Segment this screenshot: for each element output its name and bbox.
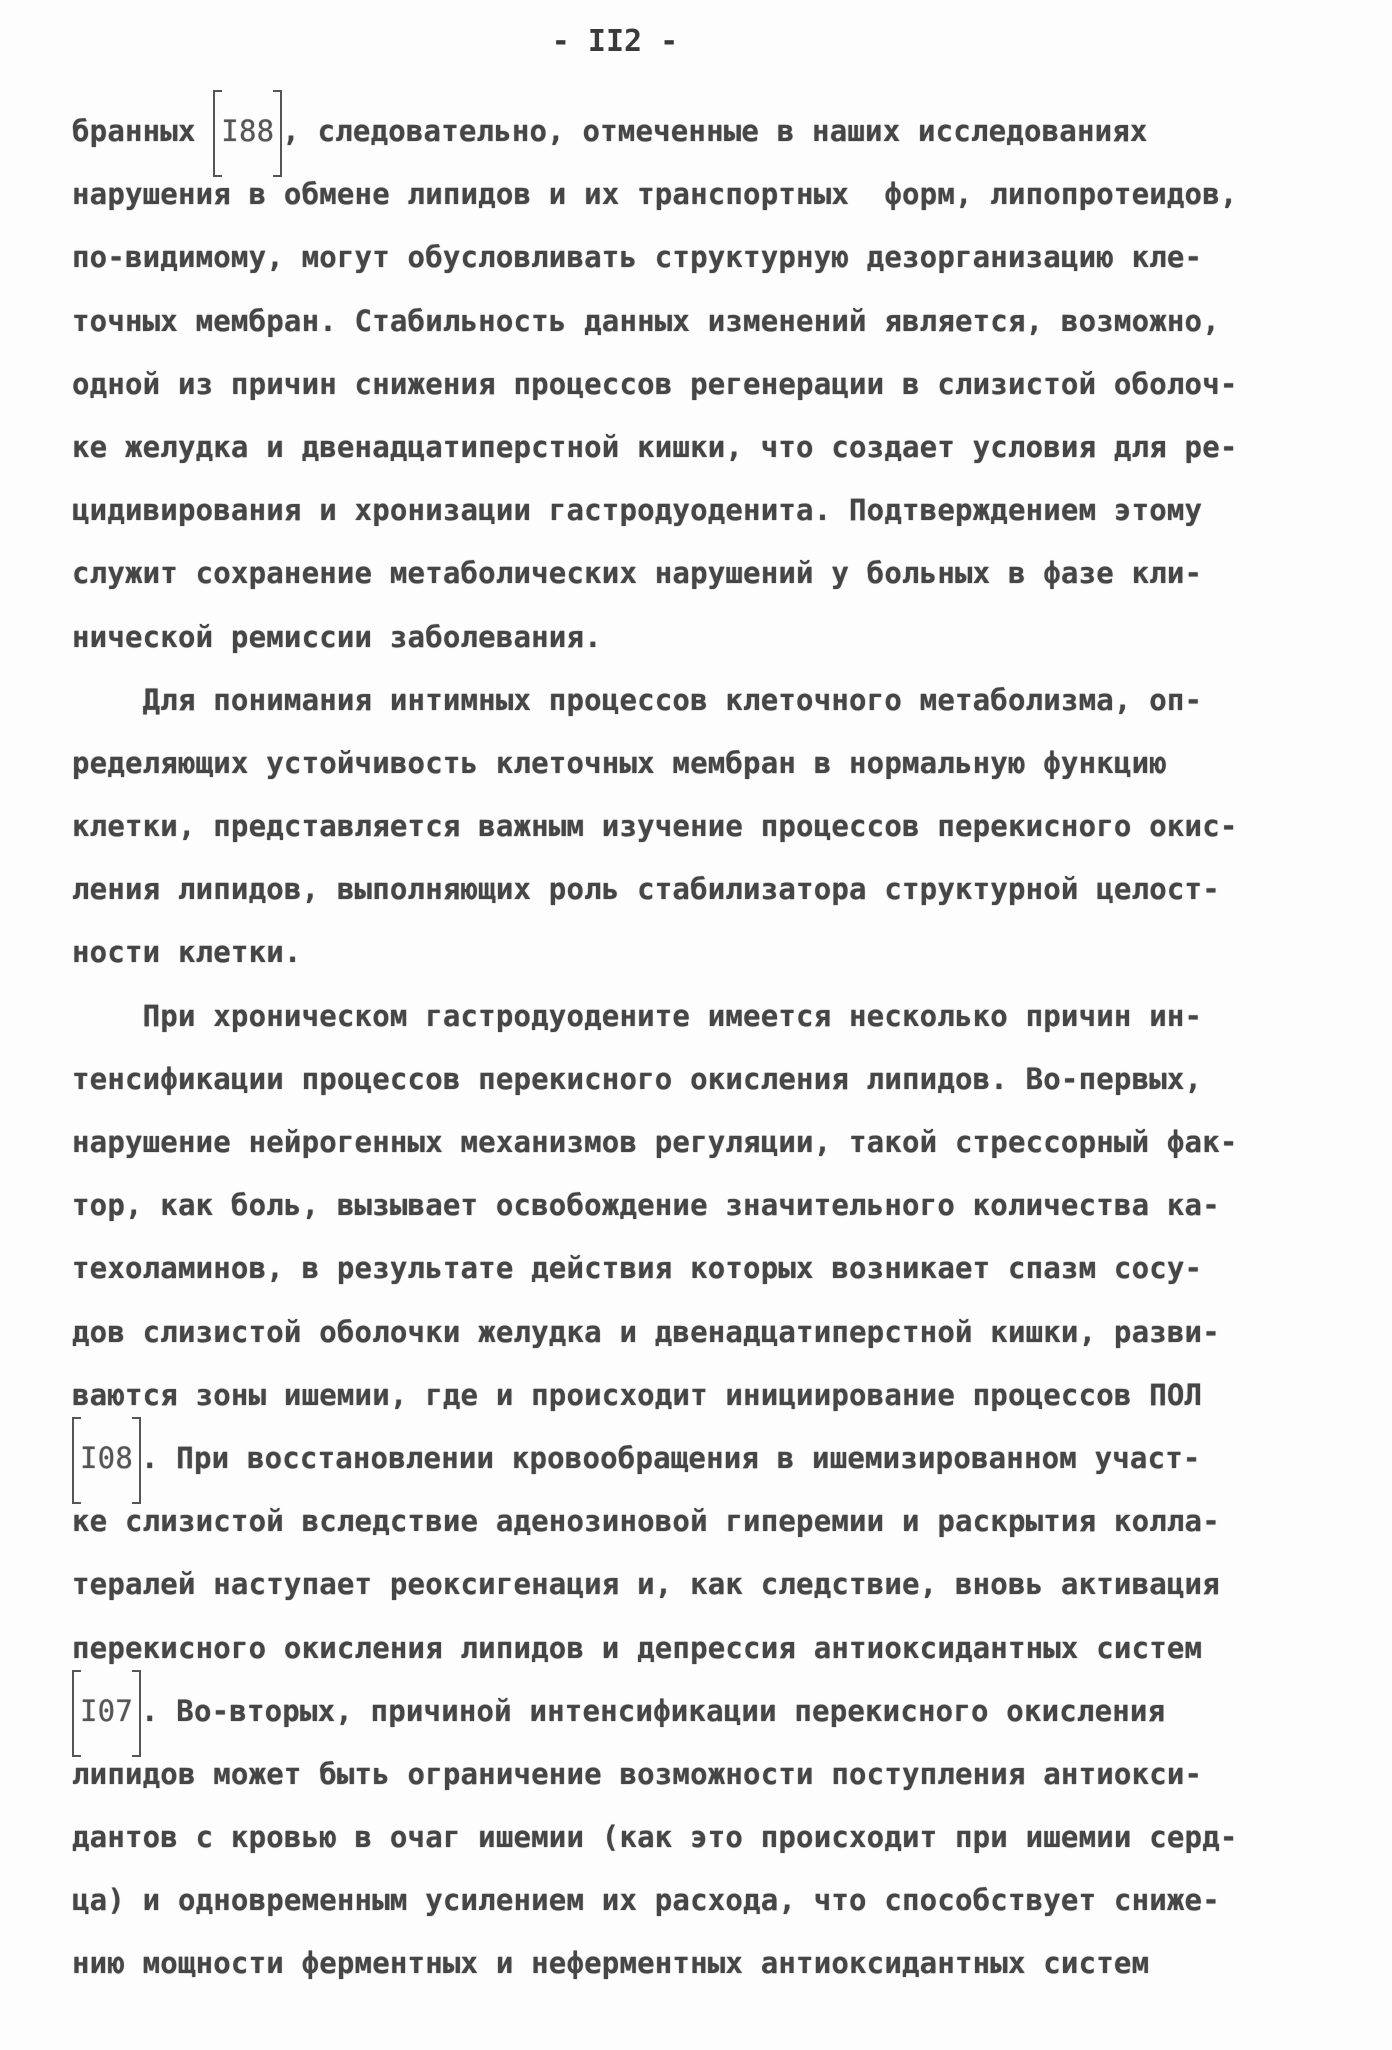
text-line: по-видимому, могут обусловливать структурную дезорганизацию кле- <box>72 240 1203 275</box>
text-line: тор, как боль, вызывает освобождение значительного количества ка- <box>72 1188 1220 1223</box>
citation-ref: I08 <box>72 1427 141 1490</box>
text-line: ке слизистой вследствие аденозиновой гиперемии и раскрытия колла- <box>72 1504 1220 1539</box>
page-number: - II2 - <box>551 24 679 59</box>
text-line: точных мембран. Стабильность данных изменений является, возможно, <box>72 303 1220 338</box>
text-line: При хроническом гастродуодените имеется несколько причин ин- <box>72 998 1203 1033</box>
text-line: нарушение нейрогенных механизмов регуляции, такой стрессорный фак- <box>72 1125 1238 1159</box>
citation-ref: I07 <box>72 1680 141 1743</box>
body-text <box>72 100 1322 1996</box>
text-line: служит сохранение метаболических нарушений у больных в фазе кли- <box>72 556 1203 591</box>
text-line: техоламинов, в результате действия которых возникает спазм сосу- <box>72 1251 1203 1286</box>
text-line <box>72 100 1322 163</box>
text-segment: . Во-вторых, причиной интенсификации перекисного окисления <box>140 1693 1166 1728</box>
text-line: ления липидов, выполняющих роль стабилизатора структурной целост- <box>72 872 1220 907</box>
text-line: одной из причин снижения процессов регенерации в слизистой оболоч- <box>72 366 1238 401</box>
text-line <box>72 1427 1322 1490</box>
text-line <box>72 1680 1322 1743</box>
citation-ref: I88 <box>213 100 282 163</box>
text-segment: , следовательно, отмеченные в наших исследованиях <box>282 114 1148 148</box>
text-segment: . При восстановлении кровообращения в ишемизированном участ- <box>140 1440 1201 1475</box>
text-line: ности клетки. <box>72 935 302 970</box>
text-line: нической ремиссии заболевания. <box>72 619 602 654</box>
text-segment: бранных <box>72 114 214 148</box>
text-line: перекисного окисления липидов и депрессия антиоксидантных систем <box>72 1630 1203 1665</box>
text-line: ваются зоны ишемии, где и происходит инициирование процессов ПОЛ <box>72 1377 1203 1412</box>
text-line: цидивирования и хронизации гастродуоденита. Подтверждением этому <box>72 493 1203 528</box>
text-line: нию мощности ферментных и неферментных антиоксидантных систем <box>72 1946 1150 1981</box>
text-line: клетки, представляется важным изучение процессов перекисного окис- <box>72 809 1238 844</box>
text-line: тенсификации процессов перекисного окисления липидов. Во-первых, <box>72 1061 1203 1096</box>
text-line: липидов может быть ограничение возможности поступления антиокси- <box>72 1756 1203 1791</box>
text-line: Для понимания интимных процессов клеточного метаболизма, оп- <box>72 682 1203 717</box>
text-line: ределяющих устойчивость клеточных мембран в нормальную функцию <box>72 745 1167 780</box>
text-line: нарушения в обмене липидов и их транспортных форм, липопротеидов, <box>72 177 1238 212</box>
text-line: ке желудка и двенадцатиперстной кишки, что создает условия для ре- <box>72 429 1238 464</box>
text-line: ца) и одновременным усилением их расхода, что способствует сниже- <box>72 1883 1220 1918</box>
text-line: тералей наступает реоксигенация и, как следствие, вновь активация <box>72 1567 1220 1602</box>
text-line: дов слизистой оболочки желудка и двенадцатиперстной кишки, разви- <box>72 1314 1220 1349</box>
text-line: дантов с кровью в очаг ишемии (как это происходит при ишемии серд- <box>72 1820 1238 1855</box>
